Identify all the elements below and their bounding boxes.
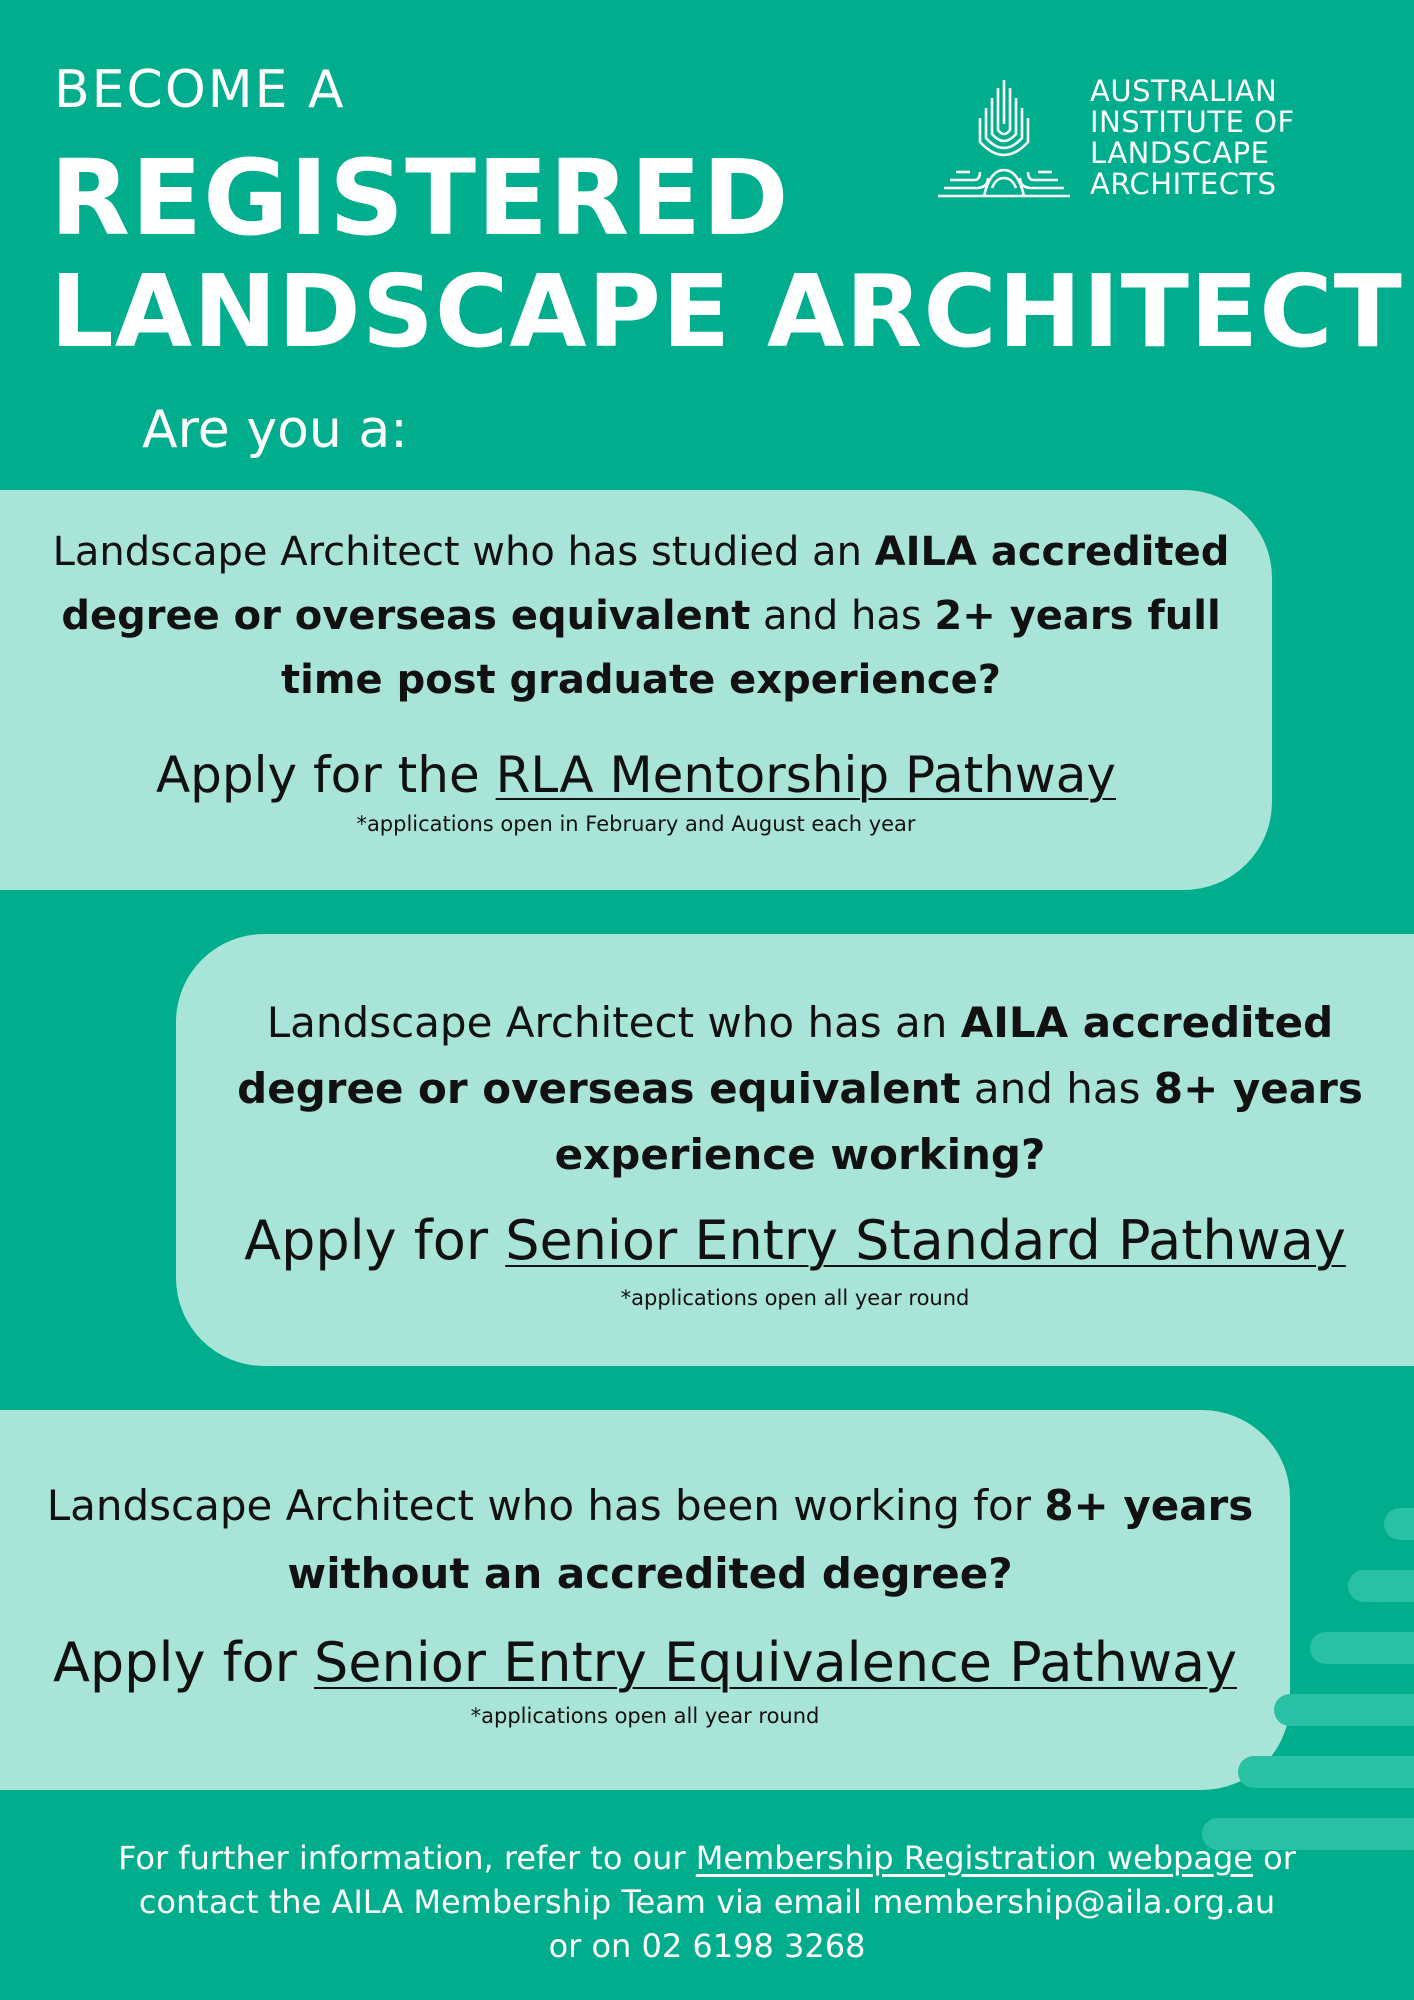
apply-prefix: Apply for — [244, 1209, 506, 1272]
footer-text: For further information, refer to our — [118, 1839, 696, 1877]
footer-line-1 — [0, 1836, 1414, 1880]
question-text: Landscape Architect who has an — [266, 998, 961, 1047]
stripe — [1238, 1756, 1414, 1788]
senior-entry-equivalence-pathway-link[interactable]: Senior Entry Equivalence Pathway — [314, 1631, 1238, 1694]
footer-line-3: or on 02 6198 3268 — [548, 1927, 866, 1965]
question-text: Landscape Architect who has been working for — [46, 1481, 1045, 1530]
question-bold: 8+ years without an accredited degree? — [287, 1481, 1254, 1598]
card-apply — [176, 1209, 1414, 1272]
aila-logo-text — [1090, 76, 1295, 200]
card-apply — [0, 746, 1272, 804]
card-rla-mentorship — [0, 490, 1272, 890]
logo-line: ARCHITECTS — [1090, 167, 1277, 201]
logo-line: LANDSCAPE — [1090, 136, 1270, 170]
header-registered: REGISTERED — [50, 137, 790, 259]
apply-prefix: Apply for — [52, 1631, 315, 1694]
intro-question: Are you a: — [142, 400, 408, 460]
question-bold: AILA accredited degree or overseas equivalent — [61, 529, 1230, 639]
card-note: *applications open in February and August each year — [356, 812, 916, 836]
question-text: and has — [750, 593, 935, 639]
aila-triangle-logo-icon — [934, 74, 1074, 200]
decorative-stripes — [1194, 1500, 1414, 1860]
card-note: *applications open all year round — [620, 1286, 970, 1310]
card-question — [0, 1472, 1290, 1608]
question-text: Landscape Architect who has studied an — [52, 529, 875, 575]
question-text: and has — [960, 1064, 1154, 1113]
logo-line: AUSTRALIAN — [1090, 74, 1278, 108]
footer-line-2: contact the AILA Membership Team via email membership@aila.org.au — [138, 1883, 1276, 1921]
header-landscape-architect: LANDSCAPE ARCHITECT — [50, 253, 1403, 370]
apply-prefix: Apply for the — [155, 746, 496, 804]
card-senior-entry-equivalence — [0, 1410, 1290, 1790]
membership-registration-webpage-link[interactable]: Membership Registration webpage — [695, 1839, 1253, 1877]
card-senior-entry-standard — [176, 934, 1414, 1366]
aila-logo — [934, 74, 1334, 204]
rla-mentorship-pathway-link[interactable]: RLA Mentorship Pathway — [495, 746, 1117, 804]
header-become-a: BECOME A — [54, 60, 346, 120]
logo-line: INSTITUTE OF — [1090, 105, 1295, 139]
stripe — [1274, 1694, 1414, 1726]
card-apply — [0, 1631, 1290, 1694]
card-question — [176, 990, 1414, 1188]
card-question — [0, 520, 1272, 712]
footer-text: or — [1252, 1839, 1296, 1877]
question-bold: 8+ years experience working? — [554, 1064, 1363, 1179]
stripe — [1348, 1570, 1414, 1602]
senior-entry-standard-pathway-link[interactable]: Senior Entry Standard Pathway — [505, 1209, 1346, 1272]
footer-info — [0, 1836, 1414, 1968]
stripe — [1384, 1508, 1414, 1540]
question-bold: AILA accredited degree or overseas equivalent — [237, 998, 1334, 1113]
stripe — [1310, 1632, 1414, 1664]
question-bold: 2+ years full time post graduate experience? — [281, 593, 1221, 703]
card-note: *applications open all year round — [470, 1704, 820, 1728]
